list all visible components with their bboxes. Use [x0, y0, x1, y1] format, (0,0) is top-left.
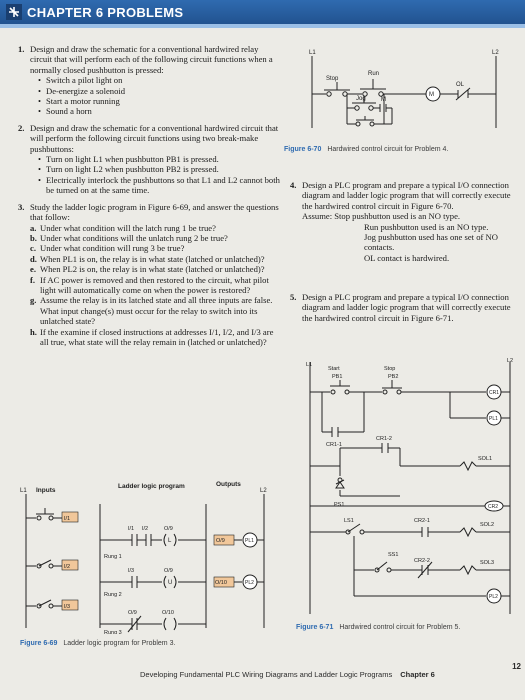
bullet-list [30, 154, 280, 196]
problem-3 [18, 202, 280, 348]
question-text: Assume the relay is in its latched state and all three inputs are false. What input change(s) must occur for the relay to switch into its unlatched state? [40, 295, 273, 327]
figure-caption: Ladder logic program for Problem 3. [63, 640, 176, 647]
problem-text: Design a PLC program and prepare a typical I/O connection diagram and ladder logic program that will correctly execute the hardwired control circuit in Figure 6-71. [302, 292, 511, 323]
problem-number: 3. [18, 201, 25, 212]
question-letter: h. [30, 326, 37, 337]
question-a [30, 223, 280, 233]
problem-number: 2. [18, 122, 25, 133]
rung-3-label: Rung 3 [104, 630, 122, 634]
figure-6-71-caption [296, 624, 460, 631]
stop-label: Stop [384, 366, 396, 372]
figure-caption: Hardwired control circuit for Problem 4. [327, 146, 449, 153]
cr2-coil-label: CR2 [488, 504, 499, 510]
bullet-item: • Sound a horn [40, 106, 280, 116]
bullet-list [30, 75, 280, 117]
rung-1-coil-address: O/9 [164, 526, 173, 532]
cr2-1-label: CR2-1 [414, 518, 430, 524]
question-f [30, 275, 280, 296]
unlatch-symbol: U [168, 580, 173, 586]
question-text: Under what condition will the latch rung 1 be true? [40, 222, 216, 233]
question-text: If the examine if closed instructions at addresses I/1, I/2, and I/3 are all true, what state will the relay remain in (latched or unlatched)? [40, 326, 274, 347]
assume-item: OL contact is hardwired. [364, 252, 450, 263]
figure-number: Figure 6-71 [296, 624, 334, 631]
question-letter: a. [30, 222, 37, 233]
problem-number: 4. [290, 180, 297, 190]
question-text: Under what conditions will the unlatch rung 2 be true? [40, 232, 228, 243]
question-h [30, 327, 280, 348]
bullet-item: • Start a motor running [40, 96, 280, 106]
problem-4 [290, 180, 518, 263]
question-letter: d. [30, 253, 37, 264]
chapter-title: CHAPTER 6 PROBLEMS [27, 5, 184, 20]
problem-number: 1. [18, 44, 25, 54]
l1-label: L1 [306, 362, 313, 368]
input-1-address: I/1 [64, 516, 71, 522]
jog-label: Jog [356, 96, 366, 102]
question-letter: g. [30, 295, 37, 306]
chapter-header [0, 0, 525, 28]
output-9-address: O/9 [216, 538, 225, 544]
latch-symbol: L [168, 538, 172, 544]
ol-label: OL [456, 82, 465, 88]
figure-6-70-diagram [300, 46, 510, 136]
question-text: If AC power is removed and then restored to the circuit, what pilot light will automatically come on when the power is restored? [40, 274, 269, 295]
bullet-item: • De-energize a solenoid [40, 86, 280, 96]
rung-2-coil-address: O/9 [164, 568, 173, 574]
m-contact-label: M [381, 97, 386, 103]
assumptions [302, 211, 518, 263]
pl2-label: PL2 [245, 580, 254, 586]
problem-4-block [290, 180, 518, 269]
pl1-label: PL1 [245, 538, 254, 544]
stop-label: Stop [326, 76, 339, 82]
rung-1-label: Rung 1 [104, 554, 122, 560]
problem-5-block [290, 292, 518, 329]
cr1-coil-label: CR1 [489, 390, 500, 396]
l1-label: L1 [309, 50, 316, 56]
question-letter: f. [30, 274, 36, 285]
pl2-label: PL2 [489, 594, 498, 600]
inputs-heading: Inputs [36, 487, 56, 494]
motor-coil-label: M [429, 92, 434, 98]
problem-text: Design and draw the schematic for a conventional hardwired circuit that will perform the following circuit functions using two break-make pushbuttons: [30, 122, 279, 154]
outputs-heading: Outputs [216, 481, 241, 488]
ps1-label: PS1 [334, 502, 345, 508]
assume-label: Assume: [302, 211, 333, 222]
l2-label: L2 [507, 358, 514, 364]
assume-item: Run pushbutton used is an NO type. [364, 221, 489, 232]
figure-number: Figure 6-70 [284, 146, 322, 153]
pb2-label: PB2 [388, 374, 399, 380]
question-e [30, 264, 280, 274]
footer-text [140, 670, 435, 679]
figure-6-69-caption [20, 640, 175, 647]
input-2-address: I/2 [64, 564, 71, 570]
rung-1-contact-b: I/2 [142, 526, 149, 532]
question-g [30, 295, 280, 326]
pl1-label: PL1 [489, 416, 498, 422]
question-d [30, 254, 280, 264]
page-footer [0, 662, 525, 700]
question-text: When PL2 is on, the relay is in what state (latched or unlatched)? [40, 264, 265, 275]
chapter-logo-icon [6, 4, 22, 20]
problem-1 [18, 44, 280, 117]
ss1-label: SS1 [388, 552, 399, 558]
input-3-address: I/3 [64, 604, 71, 610]
pb1-label: PB1 [332, 374, 343, 380]
question-c [30, 243, 280, 253]
assume-item: Stop pushbutton used is an NO type. [334, 211, 461, 222]
cr1-1-label: CR1-1 [326, 442, 342, 448]
bullet-item: • Turn on light L2 when pushbutton PB2 is pressed. [40, 164, 280, 174]
sol2-label: SOL2 [480, 522, 495, 528]
question-text: When PL1 is on, the relay is in what state (latched or unlatched)? [40, 253, 265, 264]
figure-caption: Hardwired control circuit for Problem 5. [339, 624, 461, 631]
run-label: Run [368, 71, 380, 77]
l2-label: L2 [260, 488, 267, 494]
problem-2 [18, 123, 280, 196]
question-b [30, 233, 280, 243]
header-rule [0, 24, 525, 28]
problem-text: Design a PLC program and prepare a typical I/O connection diagram and ladder logic program that will correctly execute the hardwired control circuit in Figure 6-70. [302, 180, 511, 211]
bullet-item: • Turn on light L1 when pushbutton PB1 is pressed. [40, 154, 280, 164]
question-letter: b. [30, 232, 37, 243]
figure-6-70-caption [284, 146, 448, 153]
cr2-2-label: CR2-2 [414, 558, 430, 564]
page-number: 12 [512, 662, 521, 671]
l2-label: L2 [492, 50, 499, 56]
footer-title: Developing Fundamental PLC Wiring Diagrams and Ladder Logic Programs [140, 670, 393, 679]
bullet-item: • Switch a pilot light on [40, 75, 280, 85]
assume-item: Jog pushbutton used has one set of NO contacts. [364, 232, 498, 253]
left-column [18, 44, 280, 353]
problem-text: Design and draw the schematic for a conventional hardwired relay circuit that will perform each of the following circuit functions when a normally closed pushbutton is pressed: [30, 44, 273, 75]
question-letter: e. [30, 264, 36, 275]
figure-6-71-diagram [300, 356, 520, 618]
problem-5 [290, 292, 518, 323]
rung-2-contact: I/3 [128, 568, 135, 574]
sol3-label: SOL3 [480, 560, 495, 566]
figure-number: Figure 6-69 [20, 640, 58, 647]
cr1-2-label: CR1-2 [376, 436, 392, 442]
rung-2-label: Rung 2 [104, 592, 122, 598]
ladder-heading: Ladder logic program [118, 483, 185, 490]
rung-1-contact-a: I/1 [128, 526, 135, 532]
problem-number: 5. [290, 292, 297, 302]
start-label: Start [328, 366, 340, 372]
problem-text: Study the ladder logic program in Figure 6-69, and answer the questions that follow: [30, 201, 279, 223]
l1-label: L1 [20, 488, 27, 494]
bullet-item: • Electrically interlock the pushbuttons so that L1 and L2 cannot both be turned on at the same time. [40, 175, 280, 196]
figure-6-69-diagram [20, 478, 282, 634]
question-text: Under what condition will rung 3 be true? [40, 243, 185, 254]
footer-chapter: Chapter 6 [400, 670, 435, 679]
rung-3-coil-address: O/10 [162, 610, 174, 616]
question-letter: c. [30, 243, 36, 254]
sol1-label: SOL1 [478, 456, 493, 462]
output-10-address: O/10 [215, 580, 227, 586]
rung-3-contact: O/9 [128, 610, 137, 616]
ls1-label: LS1 [344, 518, 354, 524]
